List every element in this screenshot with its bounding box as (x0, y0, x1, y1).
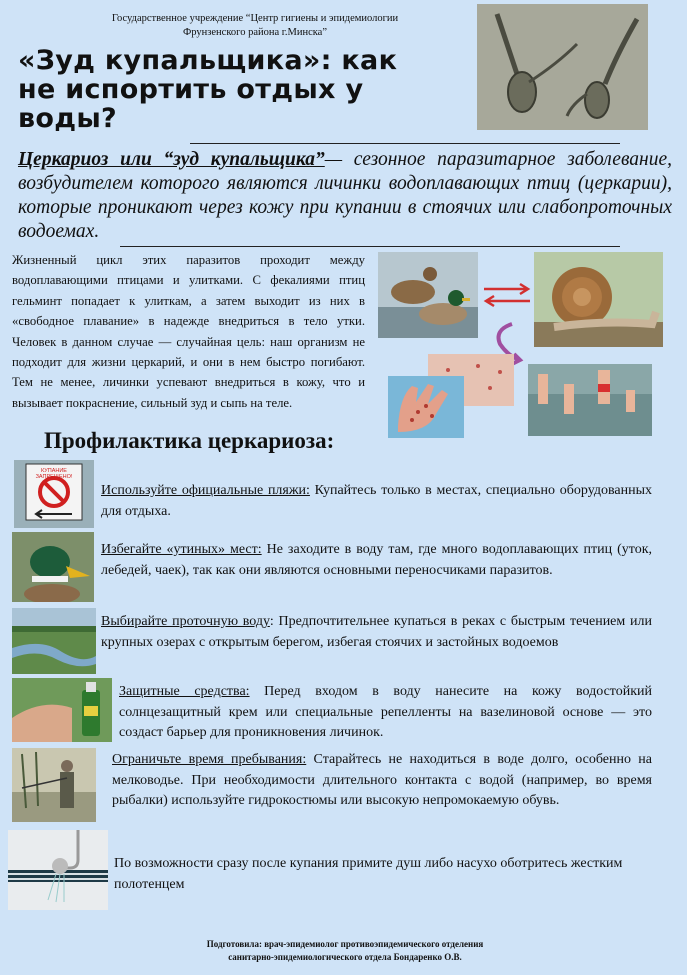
page-title (18, 46, 478, 133)
sign-text-2: ЗАПРЕЩЕНО! (35, 474, 73, 480)
intro-divider (120, 246, 620, 247)
footer-author (90, 938, 600, 964)
prevention-item-6 (114, 854, 654, 895)
fisherman-photo (12, 748, 96, 822)
prevention-item-4-text: Перед входом в воду нанесите на кожу водостойкий солнцезащитный крем или специальные репелленты на вазелиновой основе — это создаст барьер для проникновения личинок. (119, 684, 652, 740)
prevention-item-3-text: : Предпочтительнее купаться в реках с быстрым течением или крупных озерах с открытым берегом, избегая стоячих и застойных водоемов (101, 614, 652, 650)
prevention-item-3 (101, 612, 652, 653)
title-line-1: «Зуд купальщика»: как (18, 45, 398, 76)
prevention-item-2-text: Не заходите в воду там, где много водоплавающих птиц (уток, лебедей, чаек), так как они являются основными переносчиками паразитов. (101, 542, 652, 578)
life-cycle-paragraph: Жизненный цикл этих паразитов проходит между водоплавающими птицами и улитками. С фекалиями птиц гельминт попадает к улиткам, а затем выходит из них в «свободное плавание» в надежде внедриться в тело утки. Человек в данном случае — случайная цель: наш организм не подходит для жизни церкарий, и они в нем быстро погибают. Тем не менее, личинки успевают внедриться в кожу, что и вызывает покраснение, сильный зуд и сыпь на теле. (12, 253, 365, 410)
organization-name (40, 12, 470, 40)
prevention-item-4 (119, 682, 652, 744)
prevention-item-1-text: Купайтесь только в местах, специально оборудованных для отдыха. (101, 483, 652, 519)
title-line-2: не испортить отдых у (18, 74, 364, 105)
prevention-item-4-lead: Защитные средства: (119, 684, 250, 699)
cercaria-microscope-photo (477, 4, 648, 130)
cycle-arrows (480, 280, 534, 310)
shower-photo (8, 830, 108, 910)
prevention-item-5 (112, 750, 652, 812)
children-in-water-photo (528, 364, 652, 436)
organization-line-1: Государственное учреждение “Центр гигиены и эпидемиологии (111, 13, 399, 24)
ducks-photo (378, 252, 478, 338)
title-line-3: воды? (18, 103, 118, 134)
intro-paragraph (18, 148, 672, 244)
intro-term: Церкариоз или “зуд купальщика” (18, 149, 325, 170)
prevention-item-1 (101, 481, 652, 522)
river-landscape-photo (12, 608, 96, 674)
prevention-item-1-lead: Используйте официальные пляжи: (101, 483, 310, 498)
repellent-spray-photo (12, 678, 112, 742)
sign-text-1: КУПАНИЕ (41, 468, 67, 474)
organization-line-2: Фрунзенского района г.Минска” (182, 27, 328, 38)
footer-line-2: санитарно-эпидемиологического отдела Бондаренко О.В. (228, 952, 462, 962)
prevention-item-5-text: Старайтесь не находиться в воде долго, особенно на мелководье. При необходимости длительного контакта с водой (например, во время рыбалки) используйте гидрокостюмы или высокую непромокаемую обувь. (112, 752, 652, 808)
duck-head-photo (12, 532, 94, 602)
prevention-item-3-lead: Выбирайте проточную воду (101, 614, 270, 629)
prevention-heading: Профилактика церкариоза: (44, 428, 335, 453)
title-divider (190, 143, 620, 144)
no-swimming-sign-photo (14, 460, 94, 528)
snail-photo (534, 252, 663, 347)
prevention-item-5-lead: Ограничьте время пребывания: (112, 752, 307, 767)
prevention-item-2-lead: Избегайте «утиных» мест: (101, 542, 262, 557)
prevention-item-6-text: По возможности сразу после купания примите душ либо насухо оботритесь жестким полотенцем (114, 856, 623, 892)
prevention-item-2 (101, 540, 652, 581)
intro-text: — сезонное паразитарное заболевание, возбудителем которого являются личинки водоплавающих птиц (церкарии), которые проникают через кожу при купании в стоячих или слабопроточных водоемах. (18, 149, 672, 242)
footer-line-1: Подготовила: врач-эпидемиолог противоэпидемического отделения (206, 939, 484, 949)
hand-rash-photo (388, 376, 464, 438)
